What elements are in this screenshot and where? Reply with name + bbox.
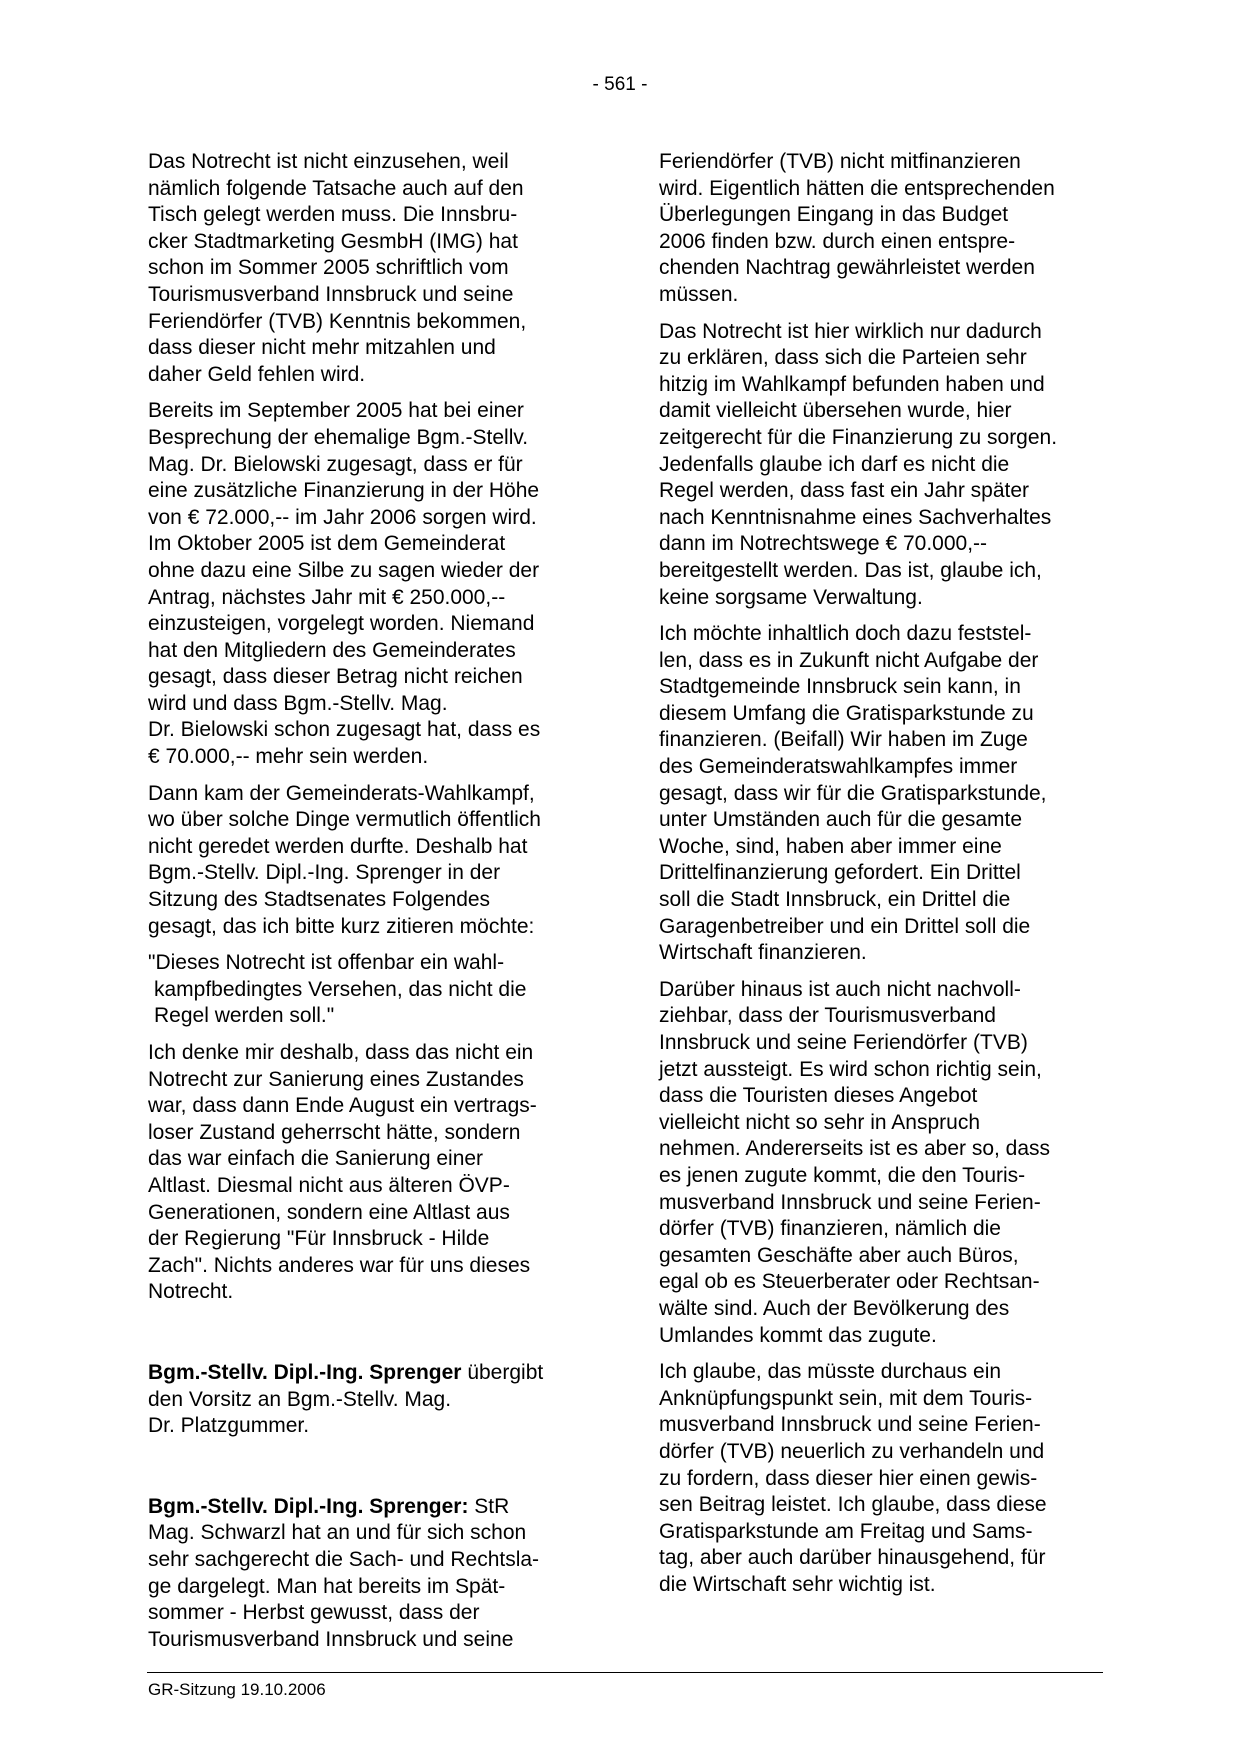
text-line: gesagt, das ich bitte kurz zitieren möchte: bbox=[148, 914, 535, 938]
text-line: das war einfach die Sanierung einer bbox=[148, 1147, 484, 1171]
text-line: Überlegungen Eingang in das Budget bbox=[659, 203, 1009, 227]
text-line: keine sorgsame Verwaltung. bbox=[659, 585, 923, 609]
text-line: nach Kenntnisnahme eines Sachverhaltes bbox=[659, 505, 1052, 529]
text-line: Altlast. Diesmal nicht aus älteren ÖVP- bbox=[148, 1173, 510, 1197]
paragraph-lines bbox=[148, 1387, 588, 1440]
text-line: diesem Umfang die Gratisparkstunde zu bbox=[659, 701, 1034, 725]
text-line: gesagt, dass wir für die Gratisparkstunde, bbox=[659, 781, 1047, 805]
text-line: dörfer (TVB) neuerlich zu verhandeln und bbox=[659, 1439, 1045, 1463]
text-line: chenden Nachtrag gewährleistet werden bbox=[659, 256, 1035, 280]
text-line: Tourismusverband Innsbruck und seine bbox=[148, 282, 514, 306]
paragraph bbox=[659, 977, 1099, 1349]
text: StR bbox=[468, 1494, 510, 1518]
paragraph bbox=[148, 1040, 588, 1306]
text-line: tag, aber auch darüber hinausgehend, für bbox=[659, 1546, 1046, 1570]
text-line: Feriendörfer (TVB) Kenntnis bekommen, bbox=[148, 309, 527, 333]
text: übergibt bbox=[461, 1360, 544, 1384]
text-line: schon im Sommer 2005 schriftlich vom bbox=[148, 256, 509, 280]
text-line: len, dass es in Zukunft nicht Aufgabe der bbox=[659, 648, 1039, 672]
text-line: Woche, sind, haben aber immer eine bbox=[659, 834, 1002, 858]
text-line: Darüber hinaus ist auch nicht nachvoll- bbox=[659, 977, 1021, 1001]
text-line: loser Zustand geherrscht hätte, sondern bbox=[148, 1120, 521, 1144]
text-line: dass dieser nicht mehr mitzahlen und bbox=[148, 336, 496, 360]
text-line: Drittelfinanzierung gefordert. Ein Drittel bbox=[659, 861, 1021, 885]
text-line: Dann kam der Gemeinderats-Wahlkampf, bbox=[148, 781, 535, 805]
speaker-name: Bgm.-Stellv. Dipl.-Ing. Sprenger: bbox=[148, 1494, 469, 1518]
text-line: Mag. Schwarzl hat an und für sich schon bbox=[148, 1521, 527, 1545]
text-line: Umlandes kommt das zugute. bbox=[659, 1323, 937, 1347]
text-line: Tourismusverband Innsbruck und seine bbox=[148, 1627, 514, 1651]
text-line: eine zusätzliche Finanzierung in der Höhe bbox=[148, 479, 540, 503]
text-line: unter Umständen auch für die gesamte bbox=[659, 808, 1023, 832]
text-line: kampfbedingtes Versehen, das nicht die bbox=[154, 977, 527, 1001]
text-line: sen Beitrag leistet. Ich glaube, dass diese bbox=[659, 1493, 1047, 1517]
text-line: Dr. Platzgummer. bbox=[148, 1414, 310, 1438]
text-line: Das Notrecht ist hier wirklich nur dadurch bbox=[659, 319, 1042, 343]
text-line: der Regierung "Für Innsbruck - Hilde bbox=[148, 1227, 490, 1251]
text-line: Zach". Nichts anderes war für uns dieses bbox=[148, 1253, 531, 1277]
text-line: Feriendörfer (TVB) nicht mitfinanzieren bbox=[659, 150, 1021, 173]
text-line: ohne dazu eine Silbe zu sagen wieder der bbox=[148, 558, 540, 582]
text-line: zu erklären, dass sich die Parteien sehr bbox=[659, 346, 1027, 370]
paragraph bbox=[148, 781, 588, 941]
text-line: Regel werden, dass fast ein Jahr später bbox=[659, 479, 1030, 503]
text-line: es jenen zugute kommt, die den Touris- bbox=[659, 1163, 1026, 1187]
text-line: Garagenbetreiber und ein Drittel soll die bbox=[659, 914, 1031, 938]
text-line: Besprechung der ehemalige Bgm.-Stellv. bbox=[148, 425, 529, 449]
text-line: cker Stadtmarketing GesmbH (IMG) hat bbox=[148, 229, 518, 253]
right-column bbox=[659, 149, 1099, 1608]
text-line: damit vielleicht übersehen wurde, hier bbox=[659, 399, 1012, 423]
text-line: sehr sachgerecht die Sach- und Rechtsla- bbox=[148, 1547, 540, 1571]
text-line: Innsbruck und seine Feriendörfer (TVB) bbox=[659, 1031, 1028, 1054]
text-line: Notrecht zur Sanierung eines Zustandes bbox=[148, 1067, 524, 1091]
text-line: Notrecht. bbox=[148, 1280, 234, 1304]
text-line: einzusteigen, vorgelegt worden. Niemand bbox=[148, 612, 535, 636]
text-line: Dr. Bielowski schon zugesagt hat, dass es bbox=[148, 718, 541, 742]
text-line: ziehbar, dass der Tourismusverband bbox=[659, 1004, 996, 1028]
text-line: egal ob es Steuerberater oder Rechtsan- bbox=[659, 1270, 1040, 1294]
speaker-paragraph bbox=[148, 1360, 588, 1440]
text-line: die Wirtschaft sehr wichtig ist. bbox=[659, 1572, 936, 1596]
text-line: den Vorsitz an Bgm.-Stellv. Mag. bbox=[148, 1387, 452, 1411]
text-line: nämlich folgende Tatsache auch auf den bbox=[148, 176, 524, 200]
text-line: Stadtgemeinde Innsbruck sein kann, in bbox=[659, 675, 1021, 699]
text-line: sommer - Herbst gewusst, dass der bbox=[148, 1601, 480, 1625]
text-line: "Dieses Notrecht ist offenbar ein wahl- bbox=[148, 951, 505, 975]
text-line: wird und dass Bgm.-Stellv. Mag. bbox=[148, 691, 448, 715]
text-line: Sitzung des Stadtsenates Folgendes bbox=[148, 888, 491, 912]
text-line: Ich denke mir deshalb, dass das nicht ein bbox=[148, 1041, 534, 1064]
speaker-paragraph bbox=[148, 1494, 588, 1654]
paragraph bbox=[659, 621, 1099, 967]
text-line: Gratisparkstunde am Freitag und Sams- bbox=[659, 1519, 1033, 1543]
text-line: Tisch gelegt werden muss. Die Innsbru- bbox=[148, 203, 518, 227]
text-line: hat den Mitgliedern des Gemeinderates bbox=[148, 638, 516, 662]
text-line: müssen. bbox=[659, 282, 739, 306]
text-line: dass die Touristen dieses Angebot bbox=[659, 1084, 978, 1108]
text-line: dörfer (TVB) finanzieren, nämlich die bbox=[659, 1217, 1001, 1241]
text-line: € 70.000,-- mehr sein werden. bbox=[148, 745, 429, 769]
text-line: dann im Notrechtswege € 70.000,-- bbox=[659, 532, 988, 556]
text-line: gesagt, dass dieser Betrag nicht reichen bbox=[148, 665, 523, 689]
footer-divider bbox=[147, 1672, 1103, 1673]
text-line: hitzig im Wahlkampf befunden haben und bbox=[659, 372, 1045, 396]
text-line: soll die Stadt Innsbruck, ein Drittel die bbox=[659, 888, 1011, 912]
text-line: musverband Innsbruck und seine Ferien- bbox=[659, 1413, 1041, 1437]
text-line: Ich möchte inhaltlich doch dazu feststel- bbox=[659, 622, 1032, 646]
text-line: Bgm.-Stellv. Dipl.-Ing. Sprenger in der bbox=[148, 861, 501, 885]
paragraph bbox=[148, 398, 588, 770]
text-line: Anknüpfungspunkt sein, mit dem Touris- bbox=[659, 1386, 1033, 1410]
text-line: Regel werden soll." bbox=[154, 1004, 335, 1028]
text-line: des Gemeinderatswahlkampfes immer bbox=[659, 755, 1018, 779]
paragraph bbox=[659, 319, 1099, 612]
text-line: war, dass dann Ende August ein vertrags- bbox=[148, 1094, 537, 1118]
text-line: wird. Eigentlich hätten die entsprechenden bbox=[659, 176, 1055, 200]
text-line: musverband Innsbruck und seine Ferien- bbox=[659, 1190, 1041, 1214]
page-number: - 561 - bbox=[592, 74, 648, 95]
text-line: ge dargelegt. Man hat bereits im Spät- bbox=[148, 1574, 506, 1598]
text-line: daher Geld fehlen wird. bbox=[148, 362, 366, 386]
text-line: Das Notrecht ist nicht einzusehen, weil bbox=[148, 150, 509, 173]
text-line: bereitgestellt werden. Das ist, glaube ich, bbox=[659, 558, 1042, 582]
paragraph bbox=[659, 1359, 1099, 1598]
text-line: gesamten Geschäfte aber auch Büros, bbox=[659, 1243, 1019, 1267]
text-line: Mag. Dr. Bielowski zugesagt, dass er für bbox=[148, 452, 523, 476]
speaker-name: Bgm.-Stellv. Dipl.-Ing. Sprenger bbox=[148, 1360, 462, 1384]
paragraph bbox=[148, 149, 588, 388]
text-line: wo über solche Dinge vermutlich öffentlich bbox=[148, 808, 541, 832]
text-line: Im Oktober 2005 ist dem Gemeinderat bbox=[148, 532, 506, 556]
text-line: nehmen. Andererseits ist es aber so, dass bbox=[659, 1137, 1051, 1161]
footer-text: GR-Sitzung 19.10.2006 bbox=[148, 1680, 326, 1699]
text-line: Wirtschaft finanzieren. bbox=[659, 941, 867, 965]
text-line: zeitgerecht für die Finanzierung zu sorgen. bbox=[659, 425, 1058, 449]
text-line: Ich glaube, das müsste durchaus ein bbox=[659, 1360, 1002, 1384]
text-line: jetzt aussteigt. Es wird schon richtig sein, bbox=[659, 1057, 1042, 1081]
text-line: Generationen, sondern eine Altlast aus bbox=[148, 1200, 510, 1224]
text-line: zu fordern, dass dieser hier einen gewis- bbox=[659, 1466, 1038, 1490]
paragraph-lines bbox=[148, 1520, 588, 1653]
text-line: nicht geredet werden durfte. Deshalb hat bbox=[148, 834, 528, 858]
text-line: Bereits im September 2005 hat bei einer bbox=[148, 399, 524, 423]
text-line: vielleicht nicht so sehr in Anspruch bbox=[659, 1110, 980, 1134]
text-line: 2006 finden bzw. durch einen entspre- bbox=[659, 229, 1016, 253]
text-line: Antrag, nächstes Jahr mit € 250.000,-- bbox=[148, 585, 506, 609]
text-line: finanzieren. (Beifall) Wir haben im Zuge bbox=[659, 728, 1028, 752]
left-column bbox=[148, 149, 588, 1663]
text-line: von € 72.000,-- im Jahr 2006 sorgen wird. bbox=[148, 505, 537, 529]
quote bbox=[148, 950, 588, 1030]
text-line: Jedenfalls glaube ich darf es nicht die bbox=[659, 452, 1010, 476]
text-line: wälte sind. Auch der Bevölkerung des bbox=[659, 1296, 1010, 1320]
paragraph bbox=[659, 149, 1099, 309]
